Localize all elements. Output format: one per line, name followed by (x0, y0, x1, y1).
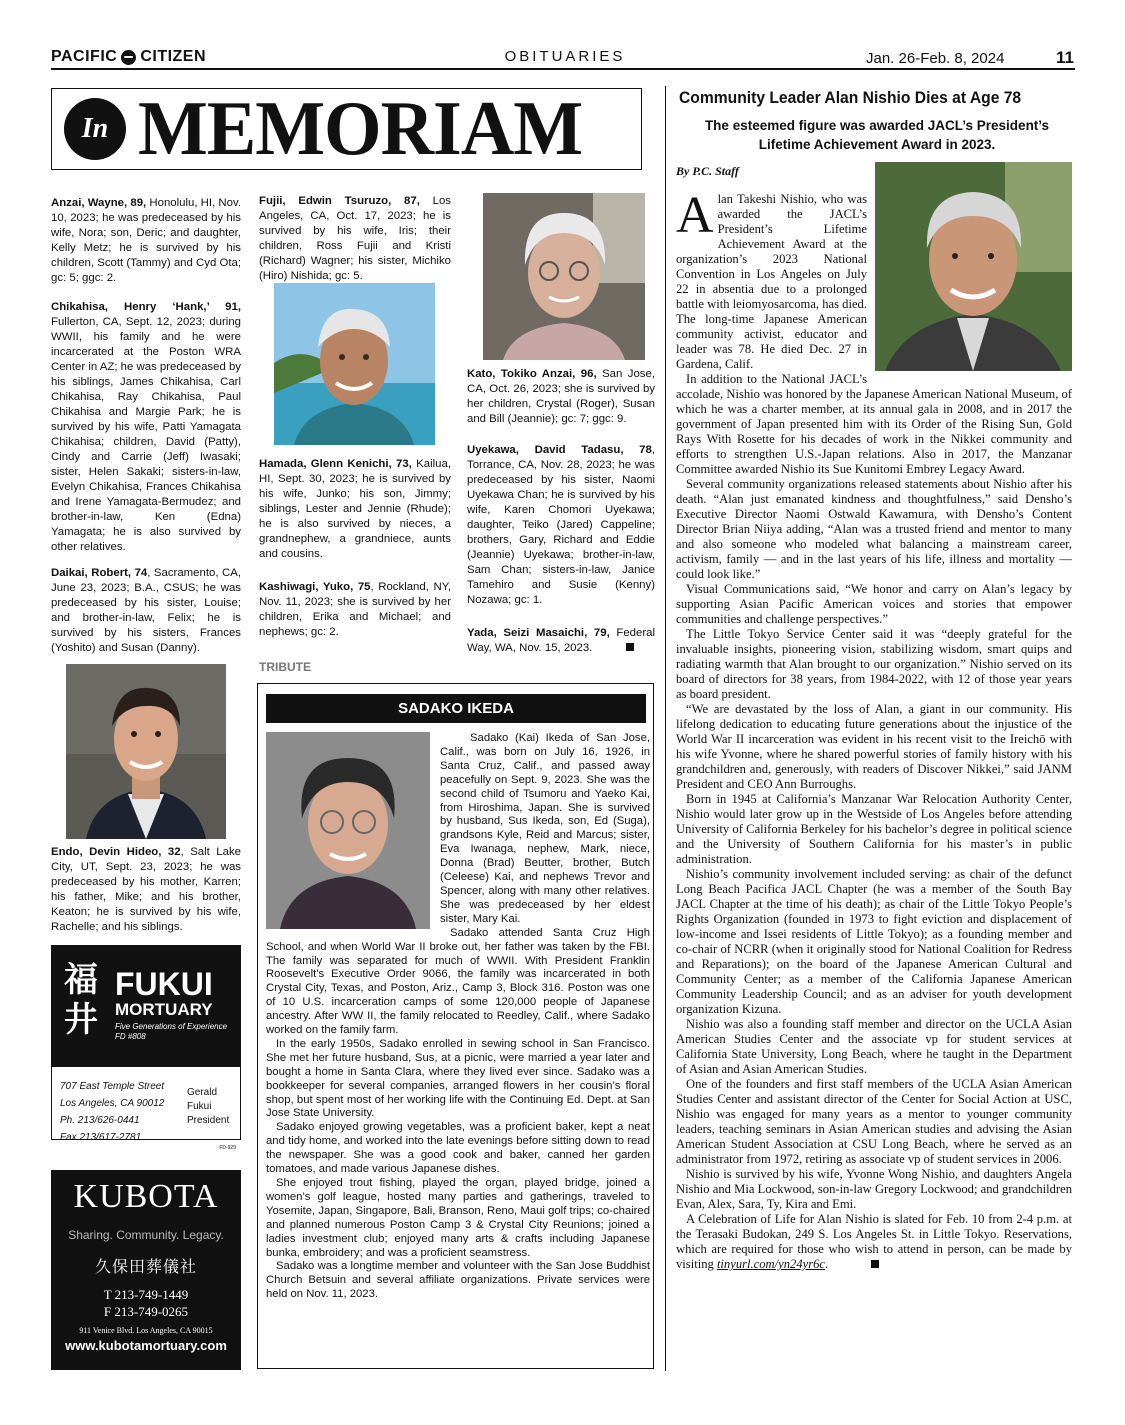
article-paragraph: In addition to the National JACL’s accolade, Nishio was honored by the Japanese American National Museum, of which he was a charter member, at its annual gala in 2008, and in 2017 the government of Japan presented him with its Order of the Rising Sun, Gold Rays With Rosette for his decades of work in the Nikkei community and efforts to strengthen U.S.-Japan relations. Also in 2017, the Manzanar Committee awarded Nishio its Sue Kunitomi Embrey Legacy Award. (676, 372, 1072, 476)
obit-text: , Sacramento, CA, June 23, 2023; B.A., CSUS; he was predeceased by his sister, Louise; and brother-in-law, Felix; he is survived by his sisters, Frances (Yoshito) and Susan (Danny). (51, 567, 241, 654)
kubota-website: www.kubotamortuary.com (65, 1338, 227, 1353)
article-paragraph: Nishio’s community involvement included serving: as chair of the defunct Long Beach Pacifica JACL Chapter (he was a member of the South Bay JACL Chapter at the time of his death); as chair of the Little Tokyo People’s Rights Organization (founded in 1973 to fight eviction and displacement of low-income and Issei residents of Little Tokyo); as a founding member and co-chair of NCRR (when it originally stood for National Coalition for Redress and Reparations); on the board of the Japanese American Cultural and Community Center; as a member of the California Japanese American Community Leadership Council; and as an adviser for youth development organization Kizuna. (676, 867, 1072, 1016)
article-final-paragraph (676, 1212, 1072, 1272)
article-deck: The esteemed figure was awarded JACL’s President’s Lifetime Achievement Award in 2023. (704, 118, 1050, 152)
fukui-president (187, 1086, 229, 1128)
fukui-person-first: Gerald (187, 1087, 218, 1098)
obit-name: Fujii, Edwin Tsuruzo, 87, (259, 195, 420, 207)
in-badge: In (64, 98, 126, 160)
obit-name: Endo, Devin Hideo, 32 (51, 846, 181, 858)
section-title: OBITUARIES (504, 48, 626, 65)
fukui-person-last: Fukui (187, 1101, 212, 1112)
fukui-kanji: 福井 (64, 960, 98, 1040)
masthead-logo-text-right: CITIZEN (140, 48, 207, 65)
kubota-phones (51, 1286, 241, 1320)
article-body (676, 187, 1072, 1272)
kubota-phone: T 213-749-1449 (103, 1287, 189, 1302)
masthead-logo-text-left: PACIFIC (51, 48, 118, 65)
obit-text: Fullerton, CA, Sept. 12, 2023; during WWII, his family and he were incarcerated at the Poston WRA Center in AZ; he was predeceased by his siblings, James Chikahisa, Carl Chikahisa, Ray Chikahisa, Paul Chikahisa and Margie Park; he is survived by his wife, Patti Yamagata Chikahisa; children, David (Patty), Cindy and Carrie (Jeff) Iwasaki; sister, Helen Sakaki; sisters-in-law, Evelyn Chikahisa, Frances Chikahisa and Irene Yamagata-Bermudez; and brother-in-law, Ken (Edna) Yamagata; he is also survived by other relatives. (51, 316, 241, 553)
fukui-fax: Fax 213/617-2781 (60, 1132, 142, 1143)
article-dropcap: A (676, 187, 714, 244)
article-paragraph: One of the founders and first staff members of the UCLA Asian American Studies Center and assistant director of the Center for Social Action at USC, Nishio was engaged for many years as a mentor to younger community leaders, teaching seminars in Asian American studies and advising the Asian American Student Association at CSU Long Beach, where he served as an administrator from 1972, retiring as associate vp of student services in 2006. (676, 1077, 1072, 1166)
photo-sadako-ikeda (266, 732, 430, 929)
fukui-ad-header (52, 946, 240, 1067)
article-paragraph: Several community organizations released statements about Nishio after his death. “Alan just emanated kindness and thoughtfulness,” said Densho’s Executive Director Naomi Ostwald Kawamura, with Densho’s Content Director Brian Niiya adding, “Alan was a trusted friend and mentor to many and also someone who modeled what balancing a mainstream career, activism, family — and in the last years of his life, illness and mortality — could look like.” (676, 477, 1072, 581)
article-byline: By P.C. Staff (676, 164, 739, 178)
obit-kashiwagi (259, 580, 451, 640)
obit-yada (467, 626, 655, 656)
obit-text: Federal Way, WA, Nov. 15, 2023. (467, 627, 655, 654)
kubota-mortuary-ad (51, 1170, 241, 1370)
article-final-tail: . (825, 1257, 829, 1271)
obit-text: , Torrance, CA, Nov. 28, 2023; he was predeceased by his sister, Naomi Uyekawa Chan; he is survived by his wife, Karen Chomori Uyekawa; daughter, Teiko (Jared) Cappeline; brothers, Gary, Richard and Eddie (Jeannie) Uyekawa; brother-in-law, Sam Chan; sisters-in-law, Janice Tamehiro and Susie (Kenny) Nozawa; gc: 1. (467, 444, 655, 606)
obit-fujii (259, 194, 451, 284)
photo-devin-endo (66, 664, 226, 839)
tribute-paragraph: Sadako attended Santa Cruz High School, and when World War II broke out, her father was taken by the FBI. The family was separated for much of WWII. With President Franklin Roosevelt’s Executive Order 9066, the family was incarcerated in both Crystal City, Texas, and Poston, Ariz., Camp 3, Block 316. Poston was one of 10 U.S. incarceration camps of some 120,000 people of Japanese ancestry. After WW II, the family relocated to Reedley, Calif., where Sadako worked on the family farm. (266, 926, 650, 1037)
article-paragraph: Nishio was also a founding staff member and director on the UCLA Asian American Studies Center and the associate vp for student services at California State University, Long Beach, where he taught in the Department of Asian and Asian American Studies. (676, 1017, 1072, 1076)
obit-kato (467, 367, 655, 427)
obit-name: Chikahisa, Henry ‘Hank,’ 91, (51, 301, 241, 313)
tribute-title: SADAKO IKEDA (266, 694, 646, 723)
kubota-fax: F 213-749-0265 (103, 1304, 189, 1319)
obit-text: Honolulu, HI, Nov. 10, 2023; he was predeceased by his wife, Nora; son, Deric; and daughter, Kelly Metz; he is survived by his children, Scott (Tammy) and Cyd Ota; gc: 5; ggc: 2. (51, 197, 241, 284)
obit-hamada (259, 457, 451, 562)
obit-text: Kailua, HI, Sept. 30, 2023; he is survived by his wife, Junko; his son, Jimmy; siblings, Lester and Jennie (Rhude); he is also survived by nieces, a grandnephew, a grandniece, aunts and cousins. (259, 458, 451, 560)
article-paragraph: “We are devastated by the loss of Alan, a giant in our community. His lifelong dedication to educating future generations about the injustice of the World War II incarceration was evident in his recent visit to the Ireichō with his wife Yvonne, where he shared powerful stories of family history with his grandchildren and, generously, with readers of Discover Nikkei,” said JANM President and CEO Ann Burroughs. (676, 702, 1072, 791)
photo-glenn-hamada (274, 283, 435, 445)
obit-name: Kashiwagi, Yuko, 75 (259, 581, 371, 593)
article-paragraph: Born in 1945 at California’s Manzanar War Relocation Authority Center, Nishio would later grow up in the Westside of Los Angeles before attending University of California Berkeley for his bachelor’s degree in political science and the University of Southern California for his master’s in public administration. (676, 792, 1072, 866)
fukui-address-line2: Los Angeles, CA 90012 (60, 1098, 165, 1109)
tribute-paragraph: She enjoyed trout fishing, played the organ, played bridge, joined a women’s golf league, hosted many parties and gatherings, traveled to Yosemite, Japan, Singapore, Bali, Branson, Reno, Maui golf trips; co-chaired and planned numerous Poston Camp 3 & Crystal City Reunions; joined a ladies investment club; enjoyed many arts & crafts including Japanese bunka, embroidery; and was a proficient seamstress. (266, 1177, 650, 1259)
article-lead-text: lan Takeshi Nishio, who was awarded the JACL’s President’s Lifetime Achievement Award at the organization’s 2023 National Convention in Los Angeles on July 22 in absentia due to a prolonged battle with leiomyosarcoma, has died. The long-time Japanese American community activist, educator and leader was 78. He died Dec. 27 in Gardena, Calif. (676, 192, 867, 371)
in-memoriam-banner (51, 85, 642, 173)
photo-tokiko-kato (483, 193, 645, 360)
celebration-reservation-link[interactable]: tinyurl.com/yn24yr6c (716, 1257, 826, 1271)
photo-alan-nishio (875, 162, 1072, 371)
obit-text: San Jose, CA, Oct. 26, 2023; she is survived by her children, Crystal (Roger), Susan and Bill (Jeannie); gc: 7; ggc: 9. (467, 368, 655, 425)
issue-date: Jan. 26-Feb. 8, 2024 (866, 50, 1005, 67)
fukui-brand-sub: MORTUARY (115, 1000, 213, 1019)
fukui-ad-code: FD-929 (219, 1145, 236, 1151)
obit-name: Yada, Seizi Masaichi, 79, (467, 627, 610, 639)
fukui-mortuary-ad (51, 945, 241, 1151)
fukui-address (60, 1078, 164, 1146)
tribute-paragraph: Sadako enjoyed growing vegetables, was a proficient baker, kept a neat and tidy home, and worked into the late evenings before sitting down to read the newspaper. She was a good cook and baker, canned her garden tomatoes, and made various Japanese dishes. (266, 1121, 650, 1176)
obit-daikai (51, 566, 241, 656)
page-number: 11 (1056, 48, 1074, 67)
fukui-tagline-text: Five Generations of Experience (115, 1022, 228, 1031)
obit-text: , Salt Lake City, UT, Sept. 23, 2023; he was predeceased by his mother, Karren; his father, Mike; and his brother, Keaton; he is survived by his wife, Rachelle; and his siblings. (51, 846, 242, 933)
obit-name: Uyekawa, David Tadasu, 78 (467, 444, 652, 456)
end-mark (871, 1260, 879, 1268)
tribute-label: TRIBUTE (259, 660, 311, 674)
kubota-kanji: 久保田葬儀社 (94, 1257, 197, 1276)
tribute-paragraph: Sadako (Kai) Ikeda of San Jose, Calif., was born on July 16, 1926, in Santa Cruz, Calif., and passed away peacefully on Sept. 9, 2023. She was the second child of Tsumoru and Yaeko Kai, from Hiroshima, Japan. She is survived by husband, Sus Ikeda, son, Ed (Suga), grandsons Kyle, Reid and Marcus; sister, Eva Iwanaga, nephew, Mark, niece, Donna (Brad) Beutter, brother, Butch (Celeese) Kai, and nephews Trevor and Spencer, along with many other relatives. She was predeceased by her eldest sister, Mary Kai. (440, 732, 650, 925)
masthead-logo (51, 48, 206, 66)
article-paragraph: Visual Communications said, “We honor and carry on Alan’s legacy by supporting Asian Pacific American voices and stories that empower communities and challenge perspectives.” (676, 582, 1072, 626)
obit-text: Los Angeles, CA, Oct. 17, 2023; he is survived by his wife, Iris; their children, Ross Fujii and Kristi (Richard) Wagner; his sister, Michiko (Hiro) Nishida; gc: 5. (259, 195, 451, 282)
obit-name: Daikai, Robert, 74 (51, 567, 148, 579)
fukui-fd: FD #808 (115, 1032, 146, 1041)
globe-icon (121, 50, 136, 65)
banner-title: MEMORIAM (138, 85, 583, 173)
tribute-paragraph: In the early 1950s, Sadako enrolled in sewing school in San Francisco. She met her future husband, Sus, at a picnic, were married a year later and bought a home in Santa Clara, where they lived ever since. Sadako was a bookkeeper for several companies, arranged flowers in her cousin’s floral shop, but spent most of her working life with the Continuing Ed. Dept. at San Jose State University. (266, 1037, 650, 1120)
tribute-body (266, 732, 650, 1302)
obit-chikahisa (51, 300, 241, 555)
obit-name: Anzai, Wayne, 89, (51, 197, 147, 209)
obit-anzai (51, 196, 241, 286)
end-mark (626, 643, 634, 651)
obit-name: Hamada, Glenn Kenichi, 73, (259, 458, 412, 470)
article-paragraph: The Little Tokyo Service Center said it was “deeply grateful for the invaluable insights, pioneering vision, stabilizing wisdom, smart quips and radiating warmth that Alan brought to our organization.” Nishio served on its board of directors for 38 years, from 1984-2022, with 12 of those year years as board president. (676, 627, 1072, 701)
article-paragraph: Nishio is survived by his wife, Yvonne Wong Nishio, and daughters Angela Nishio and Mia Lockwood, son-in-law Gregory Lockwood; and grandchildren Evan, Alex, Sara, Ty, Kira and Emi. (676, 1167, 1072, 1211)
tribute-paragraph: Sadako was a longtime member and volunteer with the San Jose Buddhist Church Betsuin and several affiliate organizations. Private services were held on Nov. 11, 2023. (266, 1260, 650, 1301)
kubota-brand: KUBOTA (73, 1178, 219, 1215)
article-final-text: A Celebration of Life for Alan Nishio is slated for Feb. 10 from 2-4 p.m. at the Terasaki Budokan, 249 S. Los Angeles St. in Little Tokyo. Reservations, which are required for those who wish to attend in person, can be made by visiting (676, 1212, 1072, 1271)
obit-name: Kato, Tokiko Anzai, 96, (467, 368, 597, 380)
obit-text: , Rockland, NY, Nov. 11, 2023; she is survived by her children, Erika and Michael; and nephews; gc: 2. (259, 581, 451, 638)
fukui-address-line1: 707 East Temple Street (60, 1081, 165, 1092)
article-headline: Community Leader Alan Nishio Dies at Age 78 (679, 88, 1022, 107)
obit-endo (51, 845, 241, 935)
fukui-tagline (115, 1022, 227, 1042)
fukui-phone: Ph. 213/626-0441 (60, 1115, 140, 1126)
kubota-address: 911 Venice Blvd. Los Angeles, CA 90015 (79, 1326, 213, 1335)
obit-uyekawa (467, 443, 655, 608)
fukui-role: President (187, 1115, 230, 1126)
fukui-brand: FUKUI (115, 966, 213, 1002)
masthead-rule (51, 68, 1075, 70)
kubota-tagline: Sharing. Community. Legacy. (68, 1228, 224, 1242)
column-divider (665, 86, 666, 1371)
